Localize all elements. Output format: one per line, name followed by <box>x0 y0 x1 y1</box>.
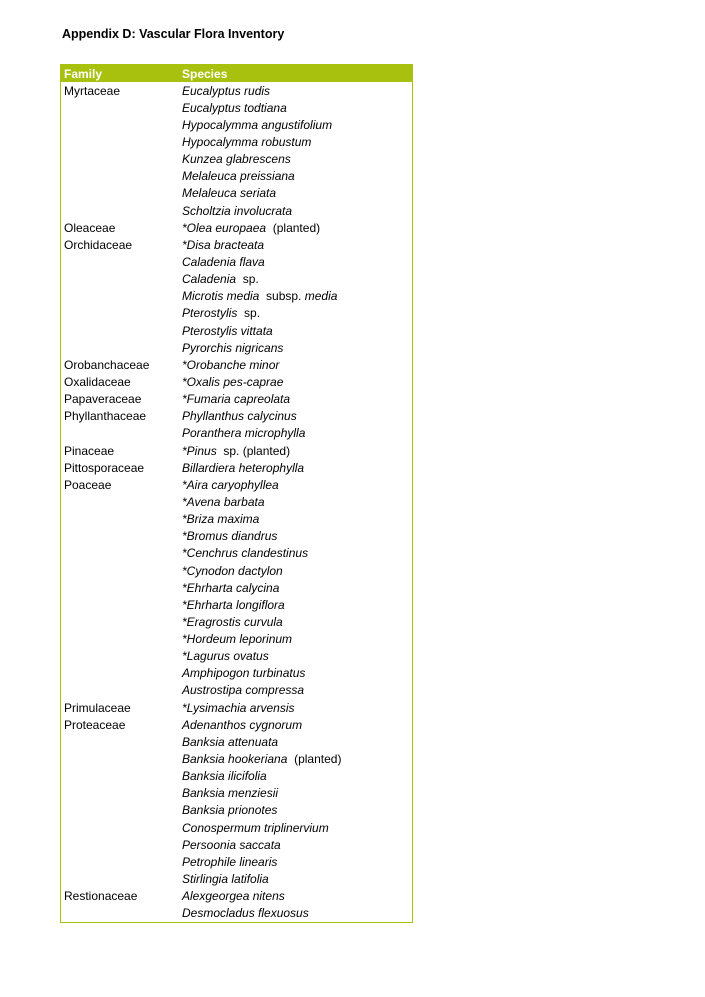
species-cell <box>182 341 412 355</box>
species-cell <box>182 324 412 338</box>
table-row <box>61 82 412 99</box>
species-name: Pterostylis vittata <box>182 323 273 338</box>
species-cell <box>182 101 412 115</box>
table-row <box>61 768 412 785</box>
species-cell <box>182 409 412 423</box>
species-cell <box>182 564 412 578</box>
table-row <box>61 116 412 133</box>
species-name: Poranthera microphylla <box>182 426 306 441</box>
species-cell <box>182 718 412 732</box>
species-cell <box>182 512 412 526</box>
table-row <box>61 802 412 819</box>
species-name: *Orobanche minor <box>182 357 280 372</box>
species-cell <box>182 306 412 320</box>
species-cell <box>182 735 412 749</box>
species-cell <box>182 255 412 269</box>
species-name: Caladenia <box>182 272 237 287</box>
species-cell <box>182 581 412 595</box>
species-name: *Bromus diandrus <box>182 529 278 544</box>
species-name: Persoonia saccata <box>182 837 281 852</box>
species-name: Billardiera heterophylla <box>182 460 305 475</box>
species-note: sp. (planted) <box>223 443 291 458</box>
table-row <box>61 305 412 322</box>
family-cell: Pittosporaceae <box>64 460 145 475</box>
species-cell <box>182 632 412 646</box>
species-name: Pterostylis <box>182 306 238 321</box>
species-name: Microtis media <box>182 289 260 304</box>
table-row <box>61 596 412 613</box>
species-name: *Oxalis pes-caprae <box>182 374 284 389</box>
species-cell <box>182 649 412 663</box>
column-header-family: Family <box>64 66 103 81</box>
species-cell <box>182 204 412 218</box>
table-row <box>61 253 412 270</box>
species-cell <box>182 169 412 183</box>
family-cell: Orchidaceae <box>64 237 133 252</box>
species-cell <box>182 478 412 492</box>
species-cell <box>182 375 412 389</box>
species-name: *Fumaria capreolata <box>182 392 291 407</box>
table-row <box>61 288 412 305</box>
species-cell <box>182 872 412 886</box>
species-name: Conospermum triplinervium <box>182 820 329 835</box>
species-name: *Aira caryophyllea <box>182 477 279 492</box>
column-header-species: Species <box>182 66 228 81</box>
species-cell <box>182 238 412 252</box>
species-cell <box>182 221 412 235</box>
table-row <box>61 785 412 802</box>
species-cell <box>182 272 412 286</box>
species-name: Amphipogon turbinatus <box>182 666 306 681</box>
species-name: *Cynodon dactylon <box>182 563 283 578</box>
family-cell: Oleaceae <box>64 220 116 235</box>
species-cell <box>182 392 412 406</box>
species-name: *Pinus <box>182 443 217 458</box>
family-cell: Papaveraceae <box>64 392 142 407</box>
species-note: (planted) <box>294 752 342 767</box>
species-cell <box>182 906 412 920</box>
species-name: Desmocladus flexuosus <box>182 906 309 921</box>
species-name: *Avena barbata <box>182 494 265 509</box>
species-note: sp. <box>244 306 261 321</box>
species-name: Alexgeorgea nitens <box>182 889 285 904</box>
species-note: subsp. <box>266 289 302 304</box>
family-cell: Pinaceae <box>64 443 115 458</box>
species-cell <box>182 615 412 629</box>
table-row <box>61 545 412 562</box>
species-note: (planted) <box>272 220 321 235</box>
species-name: *Disa bracteata <box>182 237 265 252</box>
table-row <box>61 528 412 545</box>
table-row <box>61 716 412 733</box>
table-row <box>61 579 412 596</box>
species-infraspecific-name: media <box>304 289 338 304</box>
table-row <box>61 133 412 150</box>
species-cell <box>182 84 412 98</box>
table-header-row <box>61 65 412 82</box>
table-row <box>61 699 412 716</box>
flora-inventory-table <box>60 64 413 923</box>
species-note: sp. <box>242 272 259 287</box>
table-row <box>61 631 412 648</box>
species-cell <box>182 546 412 560</box>
family-cell: Phyllanthaceae <box>64 409 147 424</box>
species-name: Hypocalymma angustifolium <box>182 117 333 132</box>
table-row <box>61 476 412 493</box>
species-cell <box>182 838 412 852</box>
species-cell <box>182 426 412 440</box>
table-body <box>61 82 412 922</box>
species-name: *Lysimachia arvensis <box>182 700 295 715</box>
table-row <box>61 442 412 459</box>
table-row <box>61 202 412 219</box>
species-name: Eucalyptus rudis <box>182 83 271 98</box>
species-name: *Olea europaea <box>182 220 267 235</box>
species-name: *Briza maxima <box>182 512 260 527</box>
table-row <box>61 665 412 682</box>
family-cell: Proteaceae <box>64 717 126 732</box>
species-name: Eucalyptus todtiana <box>182 100 287 115</box>
species-cell <box>182 444 412 458</box>
table-row <box>61 493 412 510</box>
table-row <box>61 168 412 185</box>
table-row <box>61 339 412 356</box>
table-row <box>61 613 412 630</box>
species-name: Adenanthos cygnorum <box>182 717 303 732</box>
species-cell <box>182 803 412 817</box>
table-row <box>61 648 412 665</box>
species-name: *Hordeum leporinum <box>182 632 293 647</box>
table-row <box>61 888 412 905</box>
family-cell: Poaceae <box>64 477 112 492</box>
table-row <box>61 408 412 425</box>
species-cell <box>182 186 412 200</box>
species-cell <box>182 135 412 149</box>
table-row <box>61 425 412 442</box>
table-row <box>61 905 412 922</box>
species-cell <box>182 118 412 132</box>
table-row <box>61 151 412 168</box>
species-name: Banksia attenuata <box>182 734 279 749</box>
species-name: Banksia prionotes <box>182 803 278 818</box>
species-cell <box>182 495 412 509</box>
table-row <box>61 853 412 870</box>
table-row <box>61 373 412 390</box>
species-name: *Lagurus ovatus <box>182 649 269 664</box>
species-cell <box>182 855 412 869</box>
species-cell <box>182 289 412 303</box>
table-row <box>61 562 412 579</box>
species-name: *Ehrharta calycina <box>182 580 280 595</box>
table-row <box>61 511 412 528</box>
species-name: *Cenchrus clandestinus <box>182 546 309 561</box>
species-name: Scholtzia involucrata <box>182 203 293 218</box>
table-row <box>61 750 412 767</box>
species-name: Banksia menziesii <box>182 786 279 801</box>
species-cell <box>182 889 412 903</box>
species-name: Caladenia flava <box>182 254 265 269</box>
species-cell <box>182 666 412 680</box>
table-row <box>61 733 412 750</box>
species-cell <box>182 152 412 166</box>
table-row <box>61 185 412 202</box>
species-name: Hypocalymma robustum <box>182 134 312 149</box>
family-cell: Oxalidaceae <box>64 374 131 389</box>
family-cell: Primulaceae <box>64 700 131 715</box>
table-row <box>61 819 412 836</box>
species-name: Banksia ilicifolia <box>182 769 267 784</box>
species-cell <box>182 529 412 543</box>
species-cell <box>182 461 412 475</box>
table-row <box>61 322 412 339</box>
table-row <box>61 356 412 373</box>
species-cell <box>182 769 412 783</box>
species-cell <box>182 821 412 835</box>
table-row <box>61 682 412 699</box>
species-name: Kunzea glabrescens <box>182 152 291 167</box>
table-row <box>61 236 412 253</box>
species-name: Petrophile linearis <box>182 854 278 869</box>
species-name: Phyllanthus calycinus <box>182 409 297 424</box>
species-name: Pyrorchis nigricans <box>182 340 284 355</box>
species-name: *Ehrharta longiflora <box>182 597 285 612</box>
table-row <box>61 391 412 408</box>
family-cell: Restionaceae <box>64 889 138 904</box>
species-cell <box>182 358 412 372</box>
species-name: Stirlingia latifolia <box>182 872 269 887</box>
species-cell <box>182 752 412 766</box>
table-row <box>61 870 412 887</box>
species-name: Austrostipa compressa <box>182 683 305 698</box>
species-name: Banksia hookeriana <box>182 752 288 767</box>
species-name: *Eragrostis curvula <box>182 614 283 629</box>
table-row <box>61 836 412 853</box>
species-name: Melaleuca seriata <box>182 186 277 201</box>
species-cell <box>182 701 412 715</box>
species-cell <box>182 786 412 800</box>
family-cell: Orobanchaceae <box>64 357 150 372</box>
species-cell <box>182 683 412 697</box>
table-row <box>61 271 412 288</box>
table-row <box>61 459 412 476</box>
page-title: Appendix D: Vascular Flora Inventory <box>62 27 285 41</box>
table-row <box>61 99 412 116</box>
family-cell: Myrtaceae <box>64 83 121 98</box>
species-name: Melaleuca preissiana <box>182 169 295 184</box>
species-cell <box>182 598 412 612</box>
table-row <box>61 219 412 236</box>
